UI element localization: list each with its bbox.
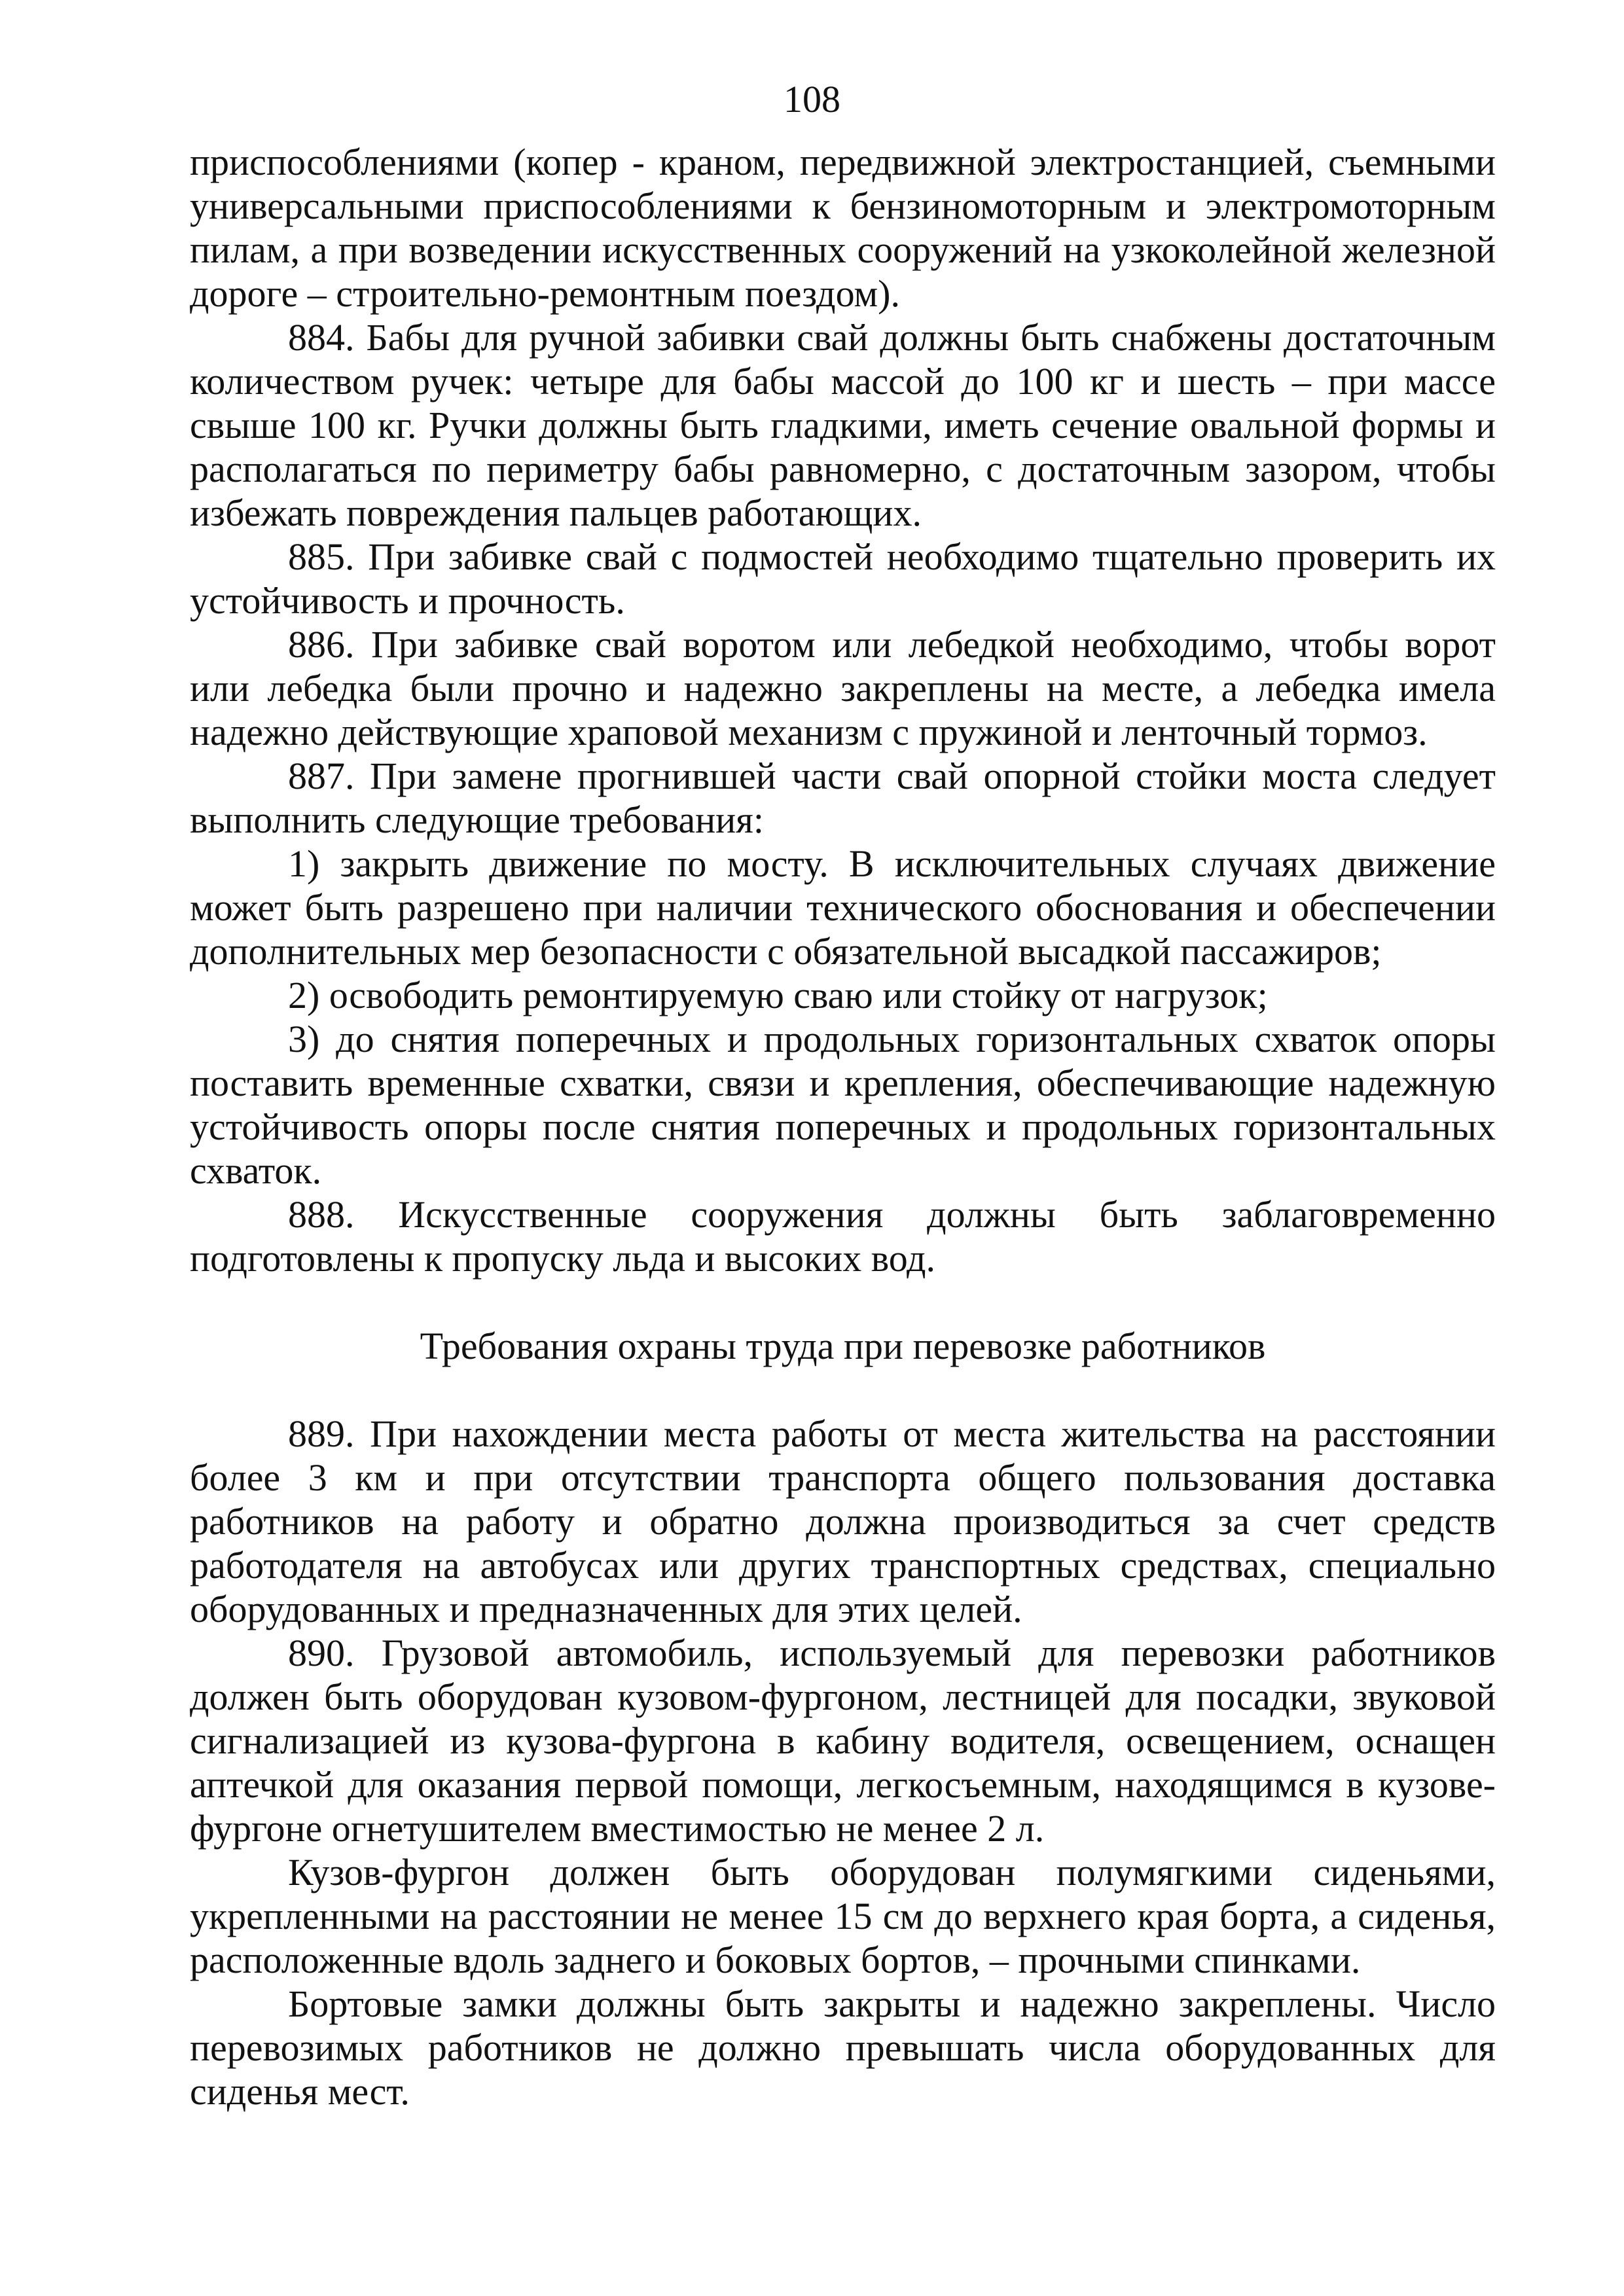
clause-889: 889. При нахождении места работы от места жительства на расстоянии более 3 км и при отсутствии транспорта общего пользования доставка работников на работу и обратно должна производиться за счет средств работодателя на автобусах или других транспортных средствах, специально оборудованных и предназначенных для этих целей.	[190, 1412, 1496, 1630]
continuation-paragraph: приспособлениями (копер - краном, передвижной электростанцией, съемными универсальными приспособлениями к бензиномоторным и электромоторным пилам, а при возведении искусственных сооружений на узкоколейной железной дороге – строительно-ремонтным поездом).	[190, 141, 1496, 315]
clause-887-item-2: 2) освободить ремонтируемую сваю или стойку от нагрузок;	[288, 974, 1268, 1016]
clause-887-item-3: 3) до снятия поперечных и продольных горизонтальных схваток опоры поставить временные схватки, связи и крепления, обеспечивающие надежную устойчивость опоры после снятия поперечных и продольных горизонтальных схваток.	[190, 1018, 1496, 1192]
clause-890: 890. Грузовой автомобиль, используемый для перевозки работников должен быть оборудован кузовом-фургоном, лестницей для посадки, звуковой сигнализацией из кузова-фургона в кабину водителя, освещением, оснащен аптечкой для оказания первой помощи, легкосъемным, находящимся в кузове-фургоне огнетушителем вместимостью не менее 2 л.	[190, 1632, 1496, 1850]
page-number: 108	[784, 78, 840, 120]
clause-887-item-1: 1) закрыть движение по мосту. В исключительных случаях движение может быть разрешено при наличии технического обоснования и обеспечении дополнительных мер безопасности с обязательной высадкой пассажиров;	[190, 842, 1496, 973]
clause-887: 887. При замене прогнившей части свай опорной стойки моста следует выполнить следующие требования:	[190, 755, 1496, 841]
clause-886: 886. При забивке свай воротом или лебедкой необходимо, чтобы ворот или лебедка были прочно и надежно закреплены на месте, а лебедка имела надежно действующие храповой механизм с пружиной и ленточный тормоз.	[190, 623, 1496, 753]
clause-884: 884. Бабы для ручной забивки свай должны быть снабжены достаточным количеством ручек: четыре для бабы массой до 100 кг и шесть – при массе свыше 100 кг. Ручки должны быть гладкими, иметь сечение овальной формы и располагаться по периметру бабы равномерно, с достаточным зазором, чтобы избежать повреждения пальцев работающих.	[190, 316, 1496, 534]
clause-888: 888. Искусственные сооружения должны быть заблаговременно подготовлены к пропуску льда и высоких вод.	[190, 1193, 1496, 1280]
clause-885: 885. При забивке свай с подмостей необходимо тщательно проверить их устойчивость и прочность.	[190, 535, 1496, 622]
clause-890-side-locks: Бортовые замки должны быть закрыты и надежно закреплены. Число перевозимых работников не должно превышать числа оборудованных для сиденья мест.	[190, 1982, 1496, 2113]
clause-890-body-van: Кузов-фургон должен быть оборудован полумягкими сиденьями, укрепленными на расстоянии не менее 15 см до верхнего края борта, а сиденья, расположенные вдоль заднего и боковых бортов, – прочными спинками.	[190, 1851, 1496, 1981]
document-body	[190, 140, 1496, 2113]
section-heading: Требования охраны труда при перевозке работников	[420, 1325, 1266, 1367]
